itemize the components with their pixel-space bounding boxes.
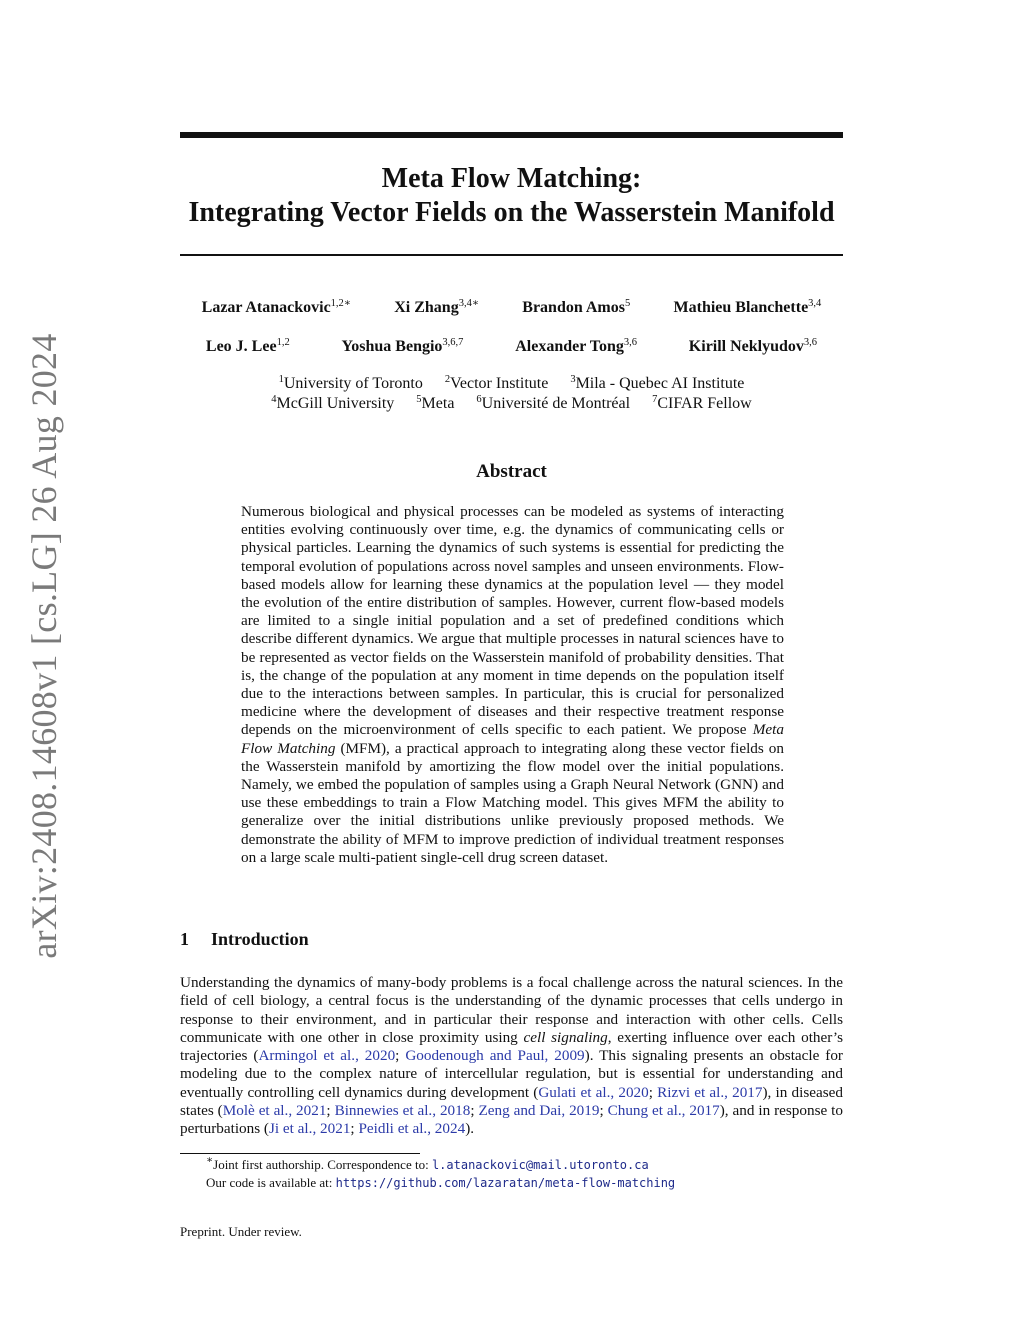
affiliation: $^6$Université de Montréal: [476, 394, 631, 412]
author-row-1: [180, 299, 843, 317]
citation-link[interactable]: Gulati et al., 2020: [538, 1083, 649, 1101]
author: Mathieu Blanchette$^{3,4}$: [673, 298, 822, 316]
citation-link[interactable]: Goodenough and Paul, 2009: [405, 1047, 585, 1065]
footnote-rule: [180, 1153, 420, 1154]
author: Brandon Amos$^5$: [522, 298, 631, 316]
citation-link[interactable]: Zeng and Dai, 2019: [478, 1102, 600, 1120]
author: Kirill Neklyudov$^{3,6}$: [688, 337, 818, 355]
footnote-code: Our code is available at: https://github.com/lazaratan/meta-flow-matching: [206, 1175, 676, 1190]
affiliation: $^1$University of Toronto: [278, 374, 423, 392]
abstract-heading: Abstract: [476, 461, 547, 482]
paper-title: [180, 162, 843, 230]
affiliation: $^3$Mila - Quebec AI Institute: [570, 374, 745, 392]
citation-link[interactable]: Chung et al., 2017: [607, 1102, 720, 1120]
author: Lazar Atanackovic$^{1,2∗}$: [201, 298, 351, 316]
citation-link[interactable]: Molè et al., 2021: [222, 1102, 327, 1120]
affiliation: $^5$Meta: [416, 394, 455, 412]
citation-link[interactable]: Rizvi et al., 2017: [657, 1083, 763, 1101]
title-line-1: Meta Flow Matching:: [381, 163, 642, 194]
citation-link[interactable]: Armingol et al., 2020: [258, 1047, 396, 1065]
title-rule-bottom: [180, 254, 843, 256]
code-url-link[interactable]: https://github.com/lazaratan/meta-flow-matching: [335, 1176, 676, 1190]
affiliation: $^2$Vector Institute: [444, 374, 549, 392]
affiliation: $^7$CIFAR Fellow: [652, 394, 752, 412]
citation-link[interactable]: Peidli et al., 2024: [358, 1120, 466, 1138]
footnote-correspondence: ∗Joint first authorship. Correspondence to: l.atanackovic@mail.utoronto.ca: [206, 1155, 649, 1172]
citation-link[interactable]: Ji et al., 2021: [269, 1120, 351, 1138]
preprint-footer: Preprint. Under review.: [180, 1224, 302, 1239]
affiliations-row-2: [180, 395, 843, 413]
author: Yoshua Bengio$^{3,6,7}$: [341, 337, 464, 355]
email-link[interactable]: l.atanackovic@mail.utoronto.ca: [431, 1158, 649, 1172]
title-rule-top: [180, 132, 843, 138]
author: Alexander Tong$^{3,6}$: [515, 337, 637, 355]
abstract-text: Numerous biological and physical processes can be modeled as systems of interacting entities evolving continuously over time, e.g. the dynamics of communicating cells or physical particles. Learning the dynamics of such systems is essential for predicting the temporal evolution of populations across novel samples and unseen environments. Flow-based models allow for learning these dynamics at the population level — they model the evolution of the entire distribution of samples. However, current flow-based models are limited to a single initial population and a set of predefined conditions which describe different dynamics. We argue that multiple processes in natural sciences have to be represented as vector fields on the Wasserstein manifold of probability densities. That is, the change of the population at any moment in time depends on the population itself due to the interactions between samples. In particular, this is crucial for personalized medicine where the development of diseases and their respective treatment response depends on the microenvironment of cells specific to each patient. We propose Meta Flow Matching (MFM), a practical approach to integrating along these vector fields on the Wasserstein manifold by amortizing the flow model over the initial populations. Namely, we embed the population of samples using a Graph Neural Network (GNN) and use these embeddings to train a Flow Matching model. This gives MFM the ability to generalize over the initial distributions unlike previously proposed methods. We demonstrate the ability of MFM to improve prediction of individual treatment responses on a large scale multi-patient single-cell drug screen dataset.: [241, 503, 784, 866]
author: Xi Zhang$^{3,4∗}$: [394, 298, 479, 316]
author-row-2: [180, 338, 843, 356]
author: Leo J. Lee$^{1,2}$: [205, 337, 290, 355]
arxiv-identifier: arXiv:2408.14608v1 [cs.LG] 26 Aug 2024: [24, 333, 64, 959]
citation-link[interactable]: Binnewies et al., 2018: [334, 1102, 471, 1120]
introduction-paragraph: Understanding the dynamics of many-body problems is a focal challenge across the natural sciences. In the field of cell biology, a central focus is the understanding of the dynamic processes that cells undergo in response to their environment, and in particular their response and interaction with other cells. Cells communicate with one other in close proximity using cell signaling, exerting influence over each other’s trajectories (Armingol et al., 2020; Goodenough and Paul, 2009). This signaling presents an obstacle for modeling due to the complex nature of intercellular regulation, but is essential for understanding and eventually controlling cell dynamics during development (Gulati et al., 2020; Rizvi et al., 2017), in diseased states (Molè et al., 2021; Binnewies et al., 2018; Zeng and Dai, 2019; Chung et al., 2017), and in response to perturbations (Ji et al., 2021; Peidli et al., 2024).: [180, 974, 844, 1138]
title-line-2: Integrating Vector Fields on the Wasserstein Manifold: [188, 197, 835, 228]
affiliation: $^4$McGill University: [271, 394, 395, 412]
affiliations-row-1: [180, 375, 843, 393]
section-heading-introduction: 1 Introduction: [180, 929, 309, 949]
